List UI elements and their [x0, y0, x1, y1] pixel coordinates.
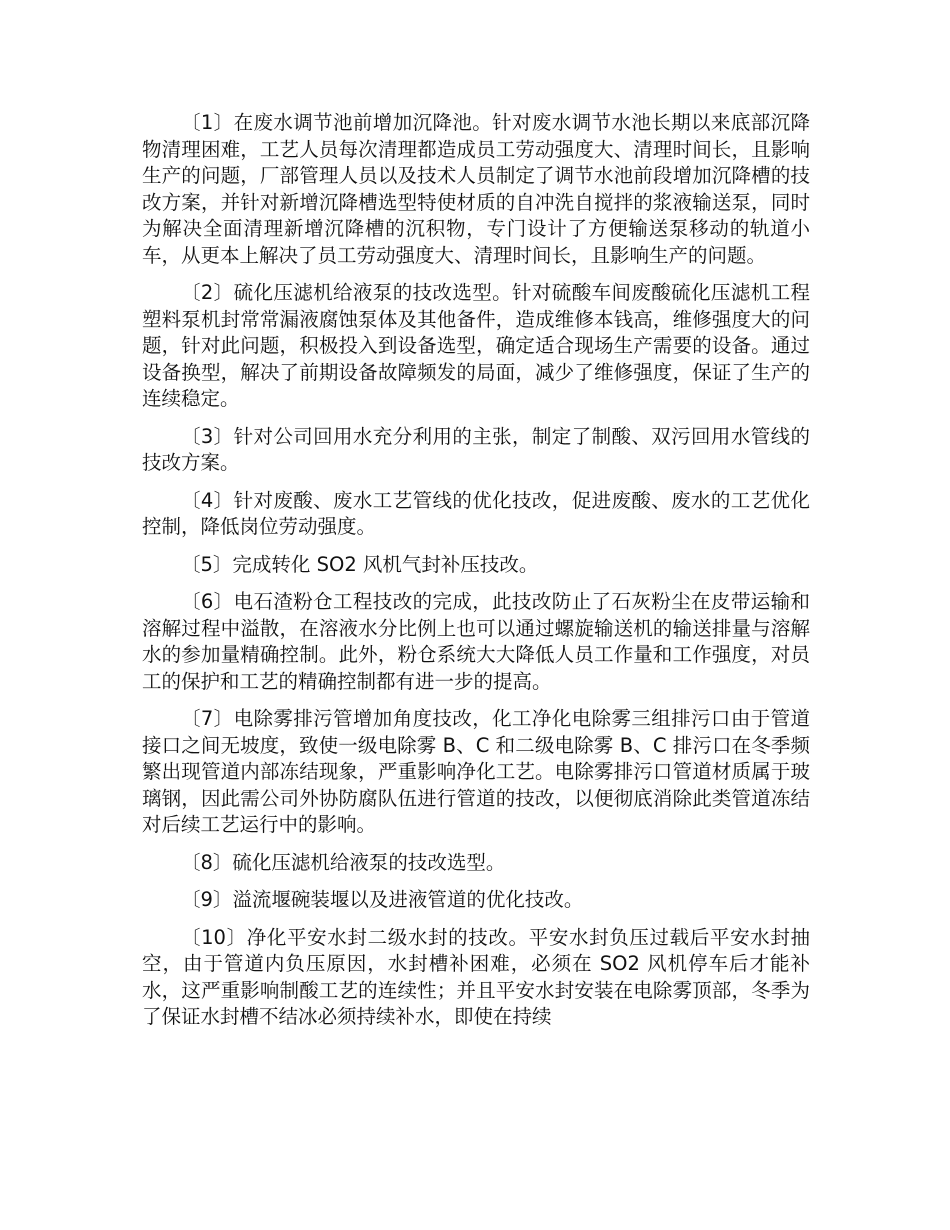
paragraph-10: 〔10〕净化平安水封二级水封的技改。平安水封负压过载后平安水封抽空，由于管道内负压原因，水封槽补困难，必须在 SO2 风机停车后才能补水，这严重影响制酸工艺的连续性；并且平安水封安装在电除雾顶部，冬季为了保证水封槽不结冰必须持续补水，即使在持续 [142, 925, 810, 1028]
paragraph-8: 〔8〕硫化压滤机给液泵的技改选型。 [181, 850, 506, 874]
paragraph-7: 〔7〕电除雾排污管增加角度技改，化工净化电除雾三组排污口由于管道接口之间无坡度，致使一级电除雾 B、C 和二级电除雾 B、C 排污口在冬季频繁出现管道内部冻结现象，严重影响净化工艺。电除雾排污口管道材质属于玻璃钢，因此需公司外协防腐队伍进行管道的技改，以便彻底消除此类管道冻结对后续工艺运行中的影响。 [142, 707, 811, 836]
paragraph-9: 〔9〕溢流堰碗装堰以及进液管道的优化技改。 [181, 888, 584, 911]
paragraph-1: 〔1〕在废水调节池前增加沉降池。针对废水调节水池长期以来底部沉降物清理困难，工艺人员每次清理都造成员工劳动强度大、清理时间长，且影响生产的问题，厂部管理人员以及技术人员制定了调节水池前段增加沉降槽的技改方案，并针对新增沉降槽选型特使材质的自冲洗自搅拌的浆液输送泵，同时为解决全面清理新增沉降槽的沉积物，专门设计了方便输送泵移动的轨道小车，从更本上解决了员工劳动强度大、清理时间长，且影响生产的问题。 [142, 111, 810, 267]
paragraph-3: 〔3〕针对公司回用水充分利用的主张，制定了制酸、双污回用水管线的技改方案。 [142, 424, 810, 474]
paragraph-5: 〔5〕完成转化 SO2 风机气封补压技改。 [181, 552, 539, 576]
document-body [142, 110, 810, 1042]
paragraph-6: 〔6〕电石渣粉仓工程技改的完成，此技改防止了石灰粉尘在皮带运输和溶解过程中溢散，在溶液水分比例上也可以通过螺旋输送机的输送排量与溶解水的参加量精确控制。此外，粉仓系统大大降低人员工作量和工作强度，对员工的保护和工艺的精确控制都有进一步的提高。 [142, 590, 810, 693]
paragraph-2: 〔2〕硫化压滤机给液泵的技改选型。针对硫酸车间废酸硫化压滤机工程塑料泵机封常常漏液腐蚀泵体及其他备件，造成维修本钱高，维修强度大的问题，针对此问题，积极投入到设备选型，确定适合现场生产需要的设备。通过设备换型，解决了前期设备故障频发的局面，减少了维修强度，保证了生产的连续稳定。 [142, 281, 810, 410]
paragraph-4: 〔4〕针对废酸、废水工艺管线的优化技改，促进废酸、废水的工艺优化控制，降低岗位劳动强度。 [142, 488, 810, 538]
